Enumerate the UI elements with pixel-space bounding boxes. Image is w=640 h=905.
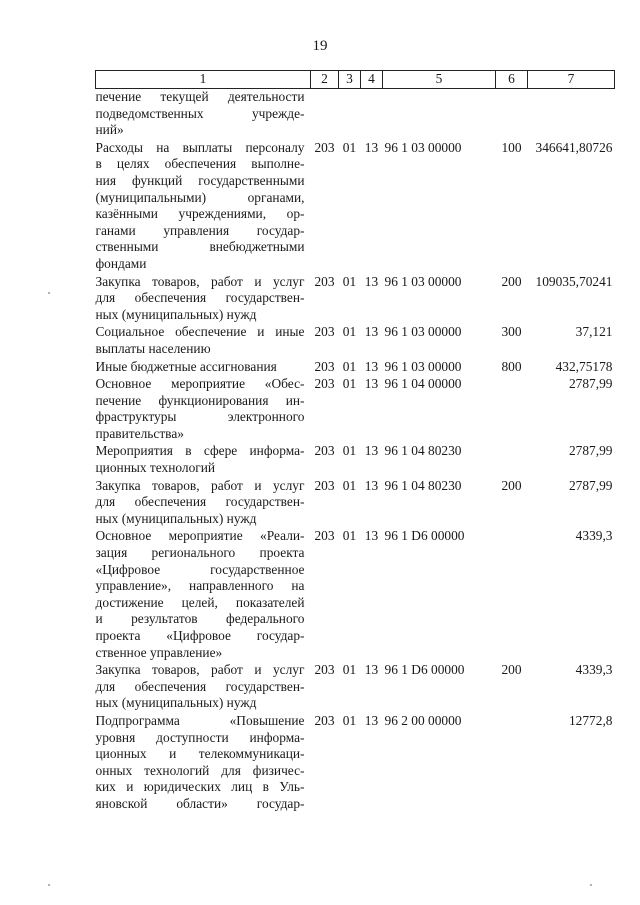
ministry-code: 203 [314, 662, 335, 678]
row-name-line: ственное управление» [95, 644, 223, 660]
row-name-line: для обеспечения государствен- [95, 290, 305, 306]
subsection-code: 13 [364, 443, 379, 459]
expense-type-code [496, 376, 528, 443]
subsection-code: 13 [364, 324, 379, 340]
row-name-line: выплаты населению [95, 340, 211, 356]
amount: 2787,99 [568, 443, 613, 459]
subsection-code: 13 [364, 273, 379, 289]
expense-type-code: 200 [501, 273, 522, 289]
subsection-code: 13 [364, 528, 379, 544]
amount: 12772,8 [568, 712, 613, 728]
ministry-code: 203 [314, 528, 335, 544]
target-article-code: 96 1 03 00000 [384, 358, 462, 374]
target-article-code: 96 1 03 00000 [384, 273, 462, 289]
row-name-line: печение текущей деятельности [95, 89, 305, 104]
row-name-line: управление», направленного на [95, 578, 305, 594]
column-header-4: 4 [361, 71, 383, 89]
row-name [96, 662, 311, 713]
ministry-code: 203 [314, 139, 335, 155]
section-code: 01 [342, 139, 357, 155]
row-name-line: фраструктуры электронного [95, 409, 305, 425]
expense-type-code: 200 [501, 662, 522, 678]
expense-type-code: 800 [501, 358, 522, 374]
section-code: 01 [342, 358, 357, 374]
expense-type-code [496, 89, 528, 140]
target-article-code: 96 1 04 00000 [384, 376, 462, 392]
expense-type-code: 300 [501, 324, 522, 340]
row-name-line: для обеспечения государствен- [95, 494, 305, 510]
subsection-code: 13 [364, 662, 379, 678]
row-name [96, 359, 311, 377]
expense-type-code: 100 [501, 139, 522, 155]
amount [528, 89, 615, 140]
table-row [96, 443, 615, 477]
table-row [96, 528, 615, 662]
table-row [96, 359, 615, 377]
row-name-line: проекта «Цифровое государ- [95, 628, 305, 643]
row-name-line: печение функционирования ин- [95, 392, 305, 408]
row-name-line: ственными внебюджетными [95, 239, 305, 255]
row-name-line: (муниципальными) органами, [95, 189, 305, 205]
section-code: 01 [342, 273, 357, 289]
row-name-line: для обеспечения государствен- [95, 678, 305, 694]
row-name-line: Подпрограмма «Повышение [95, 712, 305, 728]
table-row [96, 662, 615, 713]
row-name-line: Мероприятия в сфере информа- [95, 443, 305, 459]
section-code: 01 [342, 443, 357, 459]
row-name-line: в целях обеспечения выполне- [95, 156, 305, 172]
row-name-line: «Цифровое государственное [95, 561, 305, 577]
ministry-code: 203 [314, 477, 335, 493]
row-name-line: ционных и телекоммуникаци- [95, 746, 305, 762]
row-name-line: правительства» [95, 425, 184, 441]
target-article-code: 96 2 00 00000 [384, 712, 462, 728]
row-name-line: Иные бюджетные ассигнования [95, 358, 277, 374]
table-row [96, 376, 615, 443]
target-article-code: 96 1 D6 00000 [384, 662, 465, 678]
amount: 37,121 [575, 324, 613, 340]
row-name-line: Основное мероприятие «Реали- [95, 528, 305, 544]
row-name-line: ционных технологий [95, 460, 216, 476]
target-article-code: 96 1 04 80230 [384, 443, 462, 459]
amount: 2787,99 [568, 477, 613, 493]
row-name [96, 89, 311, 140]
section-code: 01 [342, 528, 357, 544]
amount: 432,75178 [555, 358, 613, 374]
row-name-line: ных (муниципальных) нужд [95, 510, 257, 526]
row-name [96, 376, 311, 443]
column-header-2: 2 [311, 71, 339, 89]
scan-speck [590, 884, 592, 886]
row-name [96, 274, 311, 325]
amount: 4339,3 [575, 528, 613, 544]
row-name [96, 713, 311, 814]
table-row [96, 324, 615, 358]
ministry-code: 203 [314, 443, 335, 459]
row-name-line: Расходы на выплаты персоналу [95, 139, 305, 155]
column-header-3: 3 [339, 71, 361, 89]
section-code: 01 [342, 376, 357, 392]
row-name-line: ний» [95, 122, 124, 138]
amount: 2787,99 [568, 376, 613, 392]
row-name-line: ния функций государственными [95, 172, 305, 188]
row-name-line: и результатов федерального [95, 611, 305, 627]
ministry-code: 203 [314, 324, 335, 340]
row-name-line: уровня доступности информа- [95, 729, 305, 745]
scan-speck [48, 292, 50, 294]
target-article-code [383, 89, 496, 140]
section-code: 01 [342, 712, 357, 728]
target-article-code: 96 1 04 80230 [384, 477, 462, 493]
amount: 346641,80726 [535, 139, 613, 155]
subsection-code: 13 [364, 139, 379, 155]
row-name-line: фондами [95, 255, 147, 271]
expense-type-code [496, 443, 528, 477]
expense-type-code: 200 [501, 477, 522, 493]
row-name-line: достижение целей, показателей [95, 594, 305, 610]
section-code: 01 [342, 662, 357, 678]
column-header-7: 7 [528, 71, 615, 89]
row-name-line: Закупка товаров, работ и услуг [95, 273, 305, 289]
target-article-code: 96 1 D6 00000 [384, 528, 465, 544]
section-code [339, 89, 361, 140]
row-name-line: онных технологий для физичес- [95, 762, 305, 778]
row-name-line: Основное мероприятие «Обес- [95, 376, 305, 392]
row-name-line: Социальное обеспечение и иные [95, 324, 305, 340]
expense-type-code [496, 713, 528, 814]
ministry-code: 203 [314, 376, 335, 392]
table-row [96, 89, 615, 140]
table-body [96, 89, 615, 814]
row-name-line: казёнными учреждениями, ор- [95, 206, 305, 222]
row-name-line: зация регионального проекта [95, 545, 305, 561]
scan-speck [48, 884, 50, 886]
subsection-code: 13 [364, 358, 379, 374]
row-name [96, 528, 311, 662]
row-name [96, 140, 311, 274]
table-row [96, 140, 615, 274]
table-row [96, 274, 615, 325]
target-article-code: 96 1 03 00000 [384, 139, 462, 155]
row-name [96, 443, 311, 477]
subsection-code [361, 89, 383, 140]
column-header-5: 5 [383, 71, 496, 89]
subsection-code: 13 [364, 376, 379, 392]
ministry-code: 203 [314, 273, 335, 289]
ministry-code: 203 [314, 358, 335, 374]
subsection-code: 13 [364, 477, 379, 493]
section-code: 01 [342, 477, 357, 493]
column-header-row [96, 71, 615, 89]
amount: 4339,3 [575, 662, 613, 678]
row-name-line: яновской области» государ- [95, 795, 305, 811]
ministry-code [311, 89, 339, 140]
subsection-code: 13 [364, 712, 379, 728]
page-number: 19 [312, 38, 328, 54]
row-name [96, 324, 311, 358]
row-name-line: ганами управления государ- [95, 222, 305, 238]
section-code: 01 [342, 324, 357, 340]
row-name-line: подведомственных учрежде- [95, 105, 305, 121]
target-article-code: 96 1 03 00000 [384, 324, 462, 340]
table-row [96, 713, 615, 814]
amount: 109035,70241 [535, 273, 613, 289]
row-name-line: ных (муниципальных) нужд [95, 306, 257, 322]
expense-type-code [496, 528, 528, 662]
row-name-line: Закупка товаров, работ и услуг [95, 477, 305, 493]
row-name-line: ких и юридических лиц в Уль- [95, 779, 305, 795]
table-row [96, 478, 615, 529]
ministry-code: 203 [314, 712, 335, 728]
row-name-line: Закупка товаров, работ и услуг [95, 662, 305, 678]
row-name-line: ных (муниципальных) нужд [95, 695, 257, 711]
budget-table [95, 70, 615, 814]
column-header-6: 6 [496, 71, 528, 89]
row-name [96, 478, 311, 529]
column-header-1: 1 [96, 71, 311, 89]
